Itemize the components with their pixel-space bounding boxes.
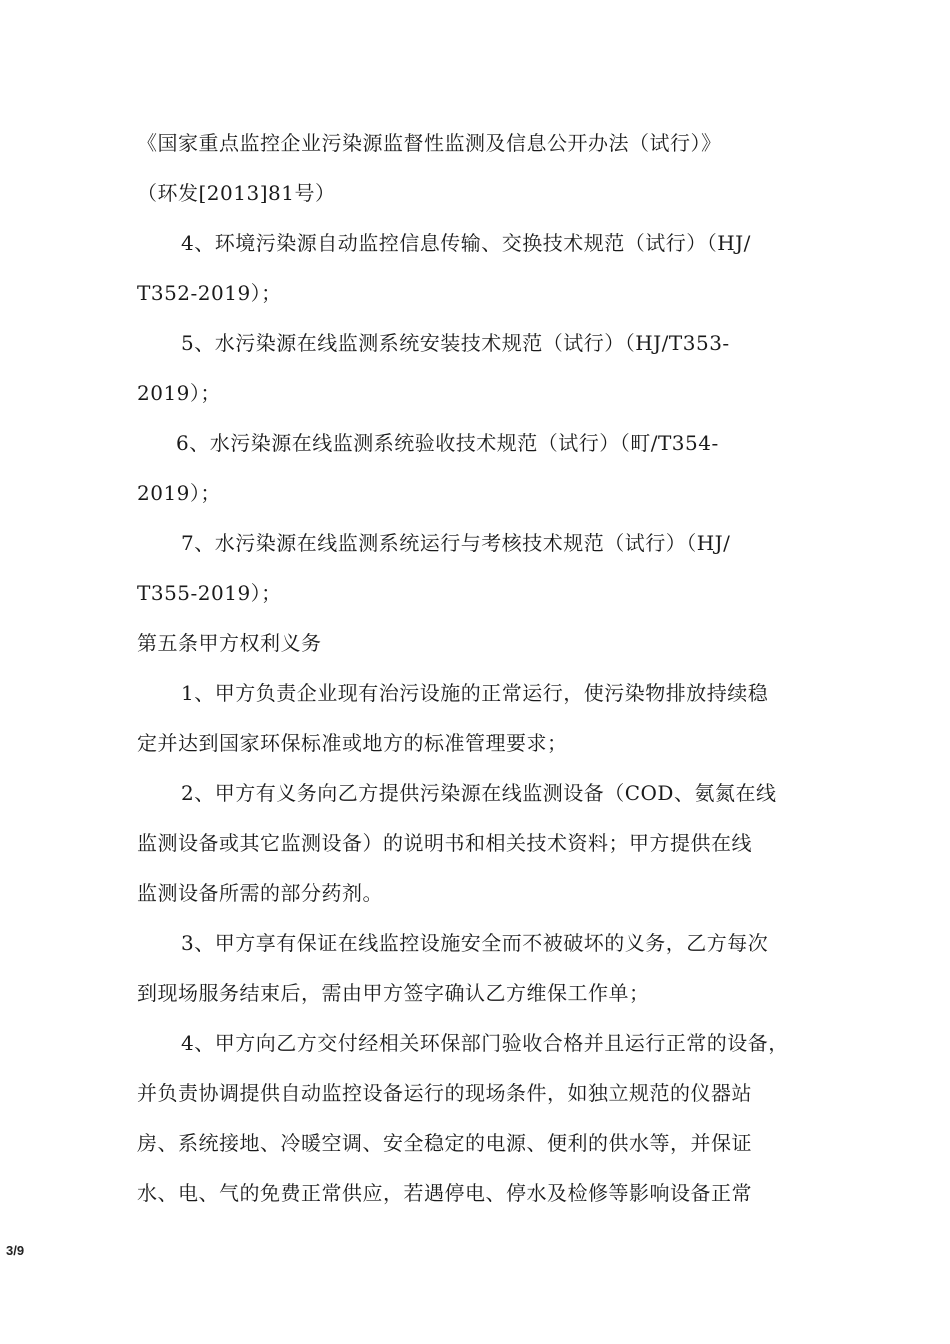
- text-line: 水、电、气的免费正常供应，若遇停电、停水及检修等影响设备正常: [137, 1181, 752, 1205]
- text-line: T355-2019）；: [137, 581, 282, 605]
- text-line: 5、水污染源在线监测系统安装技术规范（试行）（HJ/T353-: [181, 331, 730, 355]
- section-heading: 第五条甲方权利义务: [137, 631, 322, 655]
- text-line: 并负责协调提供自动监控设备运行的现场条件，如独立规范的仪器站: [137, 1081, 752, 1105]
- text-line: 到现场服务结束后，需由甲方签字确认乙方维保工作单；: [137, 981, 650, 1005]
- text-line: 7、水污染源在线监测系统运行与考核技术规范（试行）（HJ/: [181, 531, 731, 555]
- text-line: 《国家重点监控企业污染源监督性监测及信息公开办法（试行）》: [137, 131, 722, 155]
- text-line: T352-2019）；: [137, 281, 282, 305]
- text-line: 4、甲方向乙方交付经相关环保部门验收合格并且运行正常的设备，: [181, 1031, 789, 1055]
- text-line: 2、甲方有义务向乙方提供污染源在线监测设备（COD、氨氮在线: [181, 781, 777, 805]
- text-line: 1、甲方负责企业现有治污设施的正常运行，使污染物排放持续稳: [181, 681, 769, 705]
- text-line: 3、甲方享有保证在线监控设施安全而不被破坏的义务，乙方每次: [181, 931, 769, 955]
- text-line: 房、系统接地、冷暖空调、安全稳定的电源、便利的供水等，并保证: [137, 1131, 752, 1155]
- text-line: 6、水污染源在线监测系统验收技术规范（试行）（町/T354-: [176, 431, 719, 455]
- text-line: 定并达到国家环保标准或地方的标准管理要求；: [137, 731, 568, 755]
- text-line: 2019）；: [137, 381, 221, 405]
- text-line: （环发[2013]81号）: [137, 181, 336, 205]
- page-number: 3/9: [6, 1243, 25, 1258]
- text-line: 监测设备所需的部分药剂。: [137, 881, 383, 905]
- text-line: 4、环境污染源自动监控信息传输、交换技术规范（试行）（HJ/: [181, 231, 751, 255]
- text-line: 2019）；: [137, 481, 221, 505]
- text-line: 监测设备或其它监测设备）的说明书和相关技术资料；甲方提供在线: [137, 831, 752, 855]
